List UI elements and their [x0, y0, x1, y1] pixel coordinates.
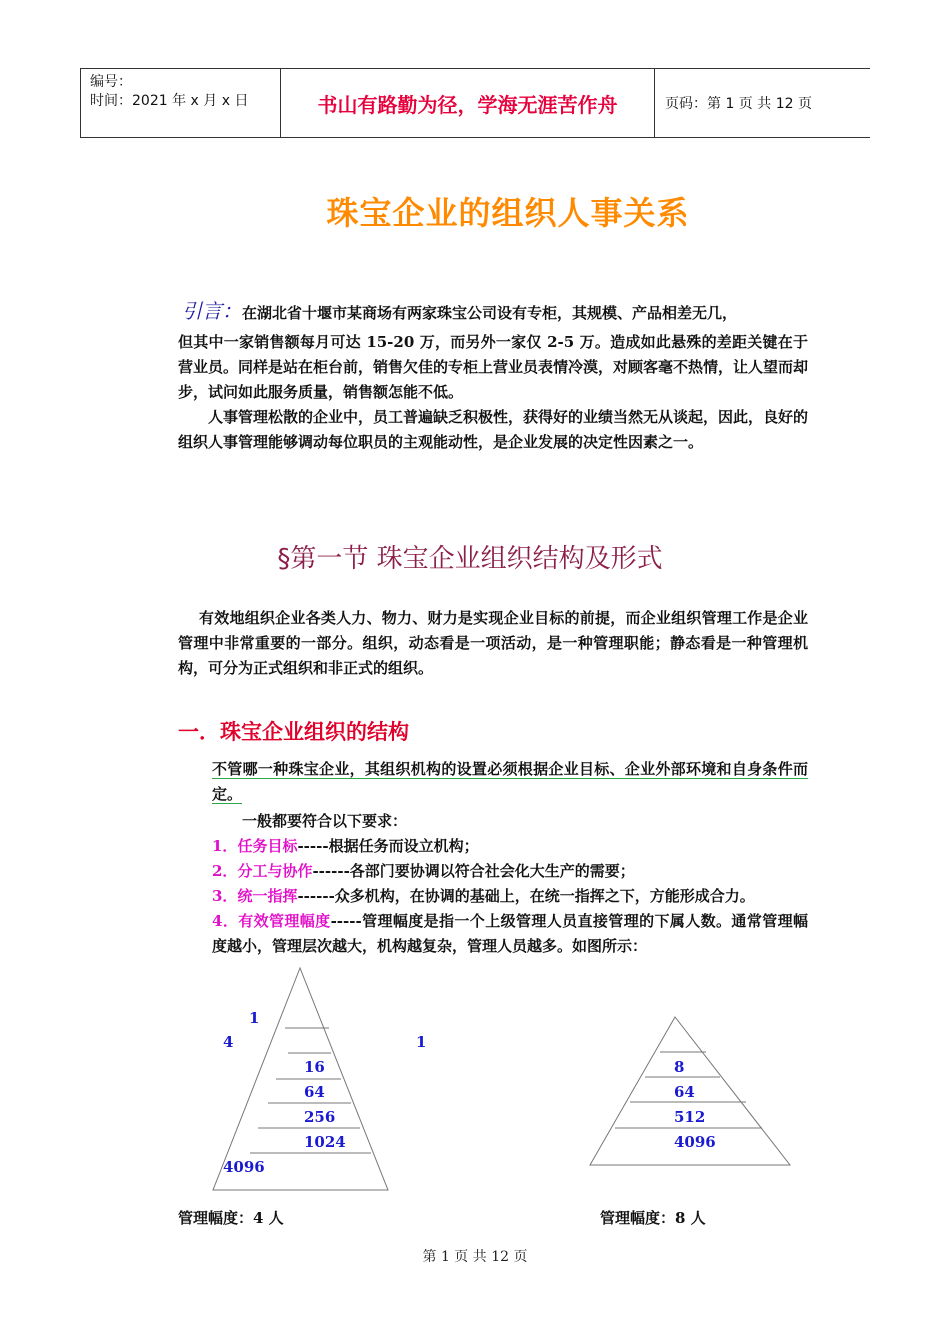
left-pyramid-label: 1024 — [304, 1133, 346, 1151]
left-pyramid-label: 1 — [249, 1009, 260, 1027]
middle-label: 1 — [416, 1033, 427, 1051]
requirement-item: 4．有效管理幅度-----管理幅度是指一个上级管理人员直接管理的下属人数。通常管理幅度越小，管理层次越大，机构越复杂，管理人员越多。如图所示： — [212, 912, 808, 955]
right-pyramid-label: 512 — [674, 1108, 706, 1126]
requirement-item: 3．统一指挥------众多机构，在协调的基础上，在统一指挥之下，方能形成合力。 — [212, 887, 755, 905]
right-pyramid-label: 64 — [674, 1083, 695, 1101]
left-pyramid-label: 64 — [304, 1083, 325, 1101]
document-title: 珠宝企业的组织人事关系 — [326, 194, 690, 232]
intro-rest: 但其中一家销售额每月可达 15-20 万，而另外一家仅 2-5 万。造成如此悬殊的差距关键在于营业员。同样是站在柜台前，销售欠佳的专柜上营业员表情冷漠，对顾客毫不热情，让人望而却步，试问如此服务质量，销售额怎能不低。 — [178, 333, 809, 401]
left-pyramid-label: 4 — [223, 1033, 234, 1051]
requirement-item: 2．分工与协作------各部门要协调以符合社会化大生产的需要； — [212, 862, 635, 880]
intro-lead: 引言： — [182, 299, 242, 323]
left-diagram-caption: 管理幅度：4 人 — [178, 1209, 284, 1227]
requirement-item: 1．任务目标-----根据任务而设立机构； — [212, 837, 479, 855]
left-pyramid-label: 16 — [304, 1058, 325, 1076]
header-page-info: 页码：第 1 页 共 12 页 — [665, 96, 812, 112]
structure-general: 一般都要符合以下要求： — [242, 812, 408, 830]
section-title: §第一节 珠宝企业组织结构及形式 — [277, 544, 663, 574]
right-diagram-caption: 管理幅度：8 人 — [600, 1209, 706, 1227]
right-pyramid-label: 8 — [674, 1058, 685, 1076]
intro-line1: 在湖北省十堰市某商场有两家珠宝公司设有专柜，其规模、产品相差无几， — [242, 304, 738, 322]
requirement-term: 任务目标 — [237, 837, 298, 855]
requirement-term: 统一指挥 — [237, 887, 298, 905]
requirement-term: 分工与协作 — [237, 862, 313, 880]
requirement-term: 有效管理幅度 — [238, 912, 331, 930]
intro-para2: 人事管理松散的企业中，员工普遍缺乏积极性，获得好的业绩当然无从谈起，因此，良好的组织人事管理能够调动每位职员的主观能动性，是企业发展的决定性因素之一。 — [178, 408, 809, 451]
heading-structure: 一．珠宝企业组织的结构 — [178, 720, 409, 744]
structure-intro-text: 不管哪一种珠宝企业，其组织机构的设置必须根据企业目标、企业外部环境和自身条件而定。 — [212, 760, 808, 803]
time-label: 时间：2021 年 x 月 x 日 — [90, 93, 249, 109]
left-pyramid-label: 256 — [304, 1108, 336, 1126]
left-pyramid-label: 4096 — [223, 1158, 265, 1176]
page-footer: 第 1 页 共 12 页 — [422, 1249, 528, 1265]
section-paragraph: 有效地组织企业各类人力、物力、财力是实现企业目标的前提，而企业组织管理工作是企业管理中非常重要的一部分。组织，动态看是一项活动，是一种管理职能；静态看是一种管理机构，可分为正式组织和非正式的组织。 — [178, 609, 808, 677]
right-pyramid-label: 4096 — [674, 1133, 716, 1151]
header-motto: 书山有路勤为径，学海无涯苦作舟 — [317, 93, 618, 117]
serial-label: 编号： — [90, 74, 132, 90]
